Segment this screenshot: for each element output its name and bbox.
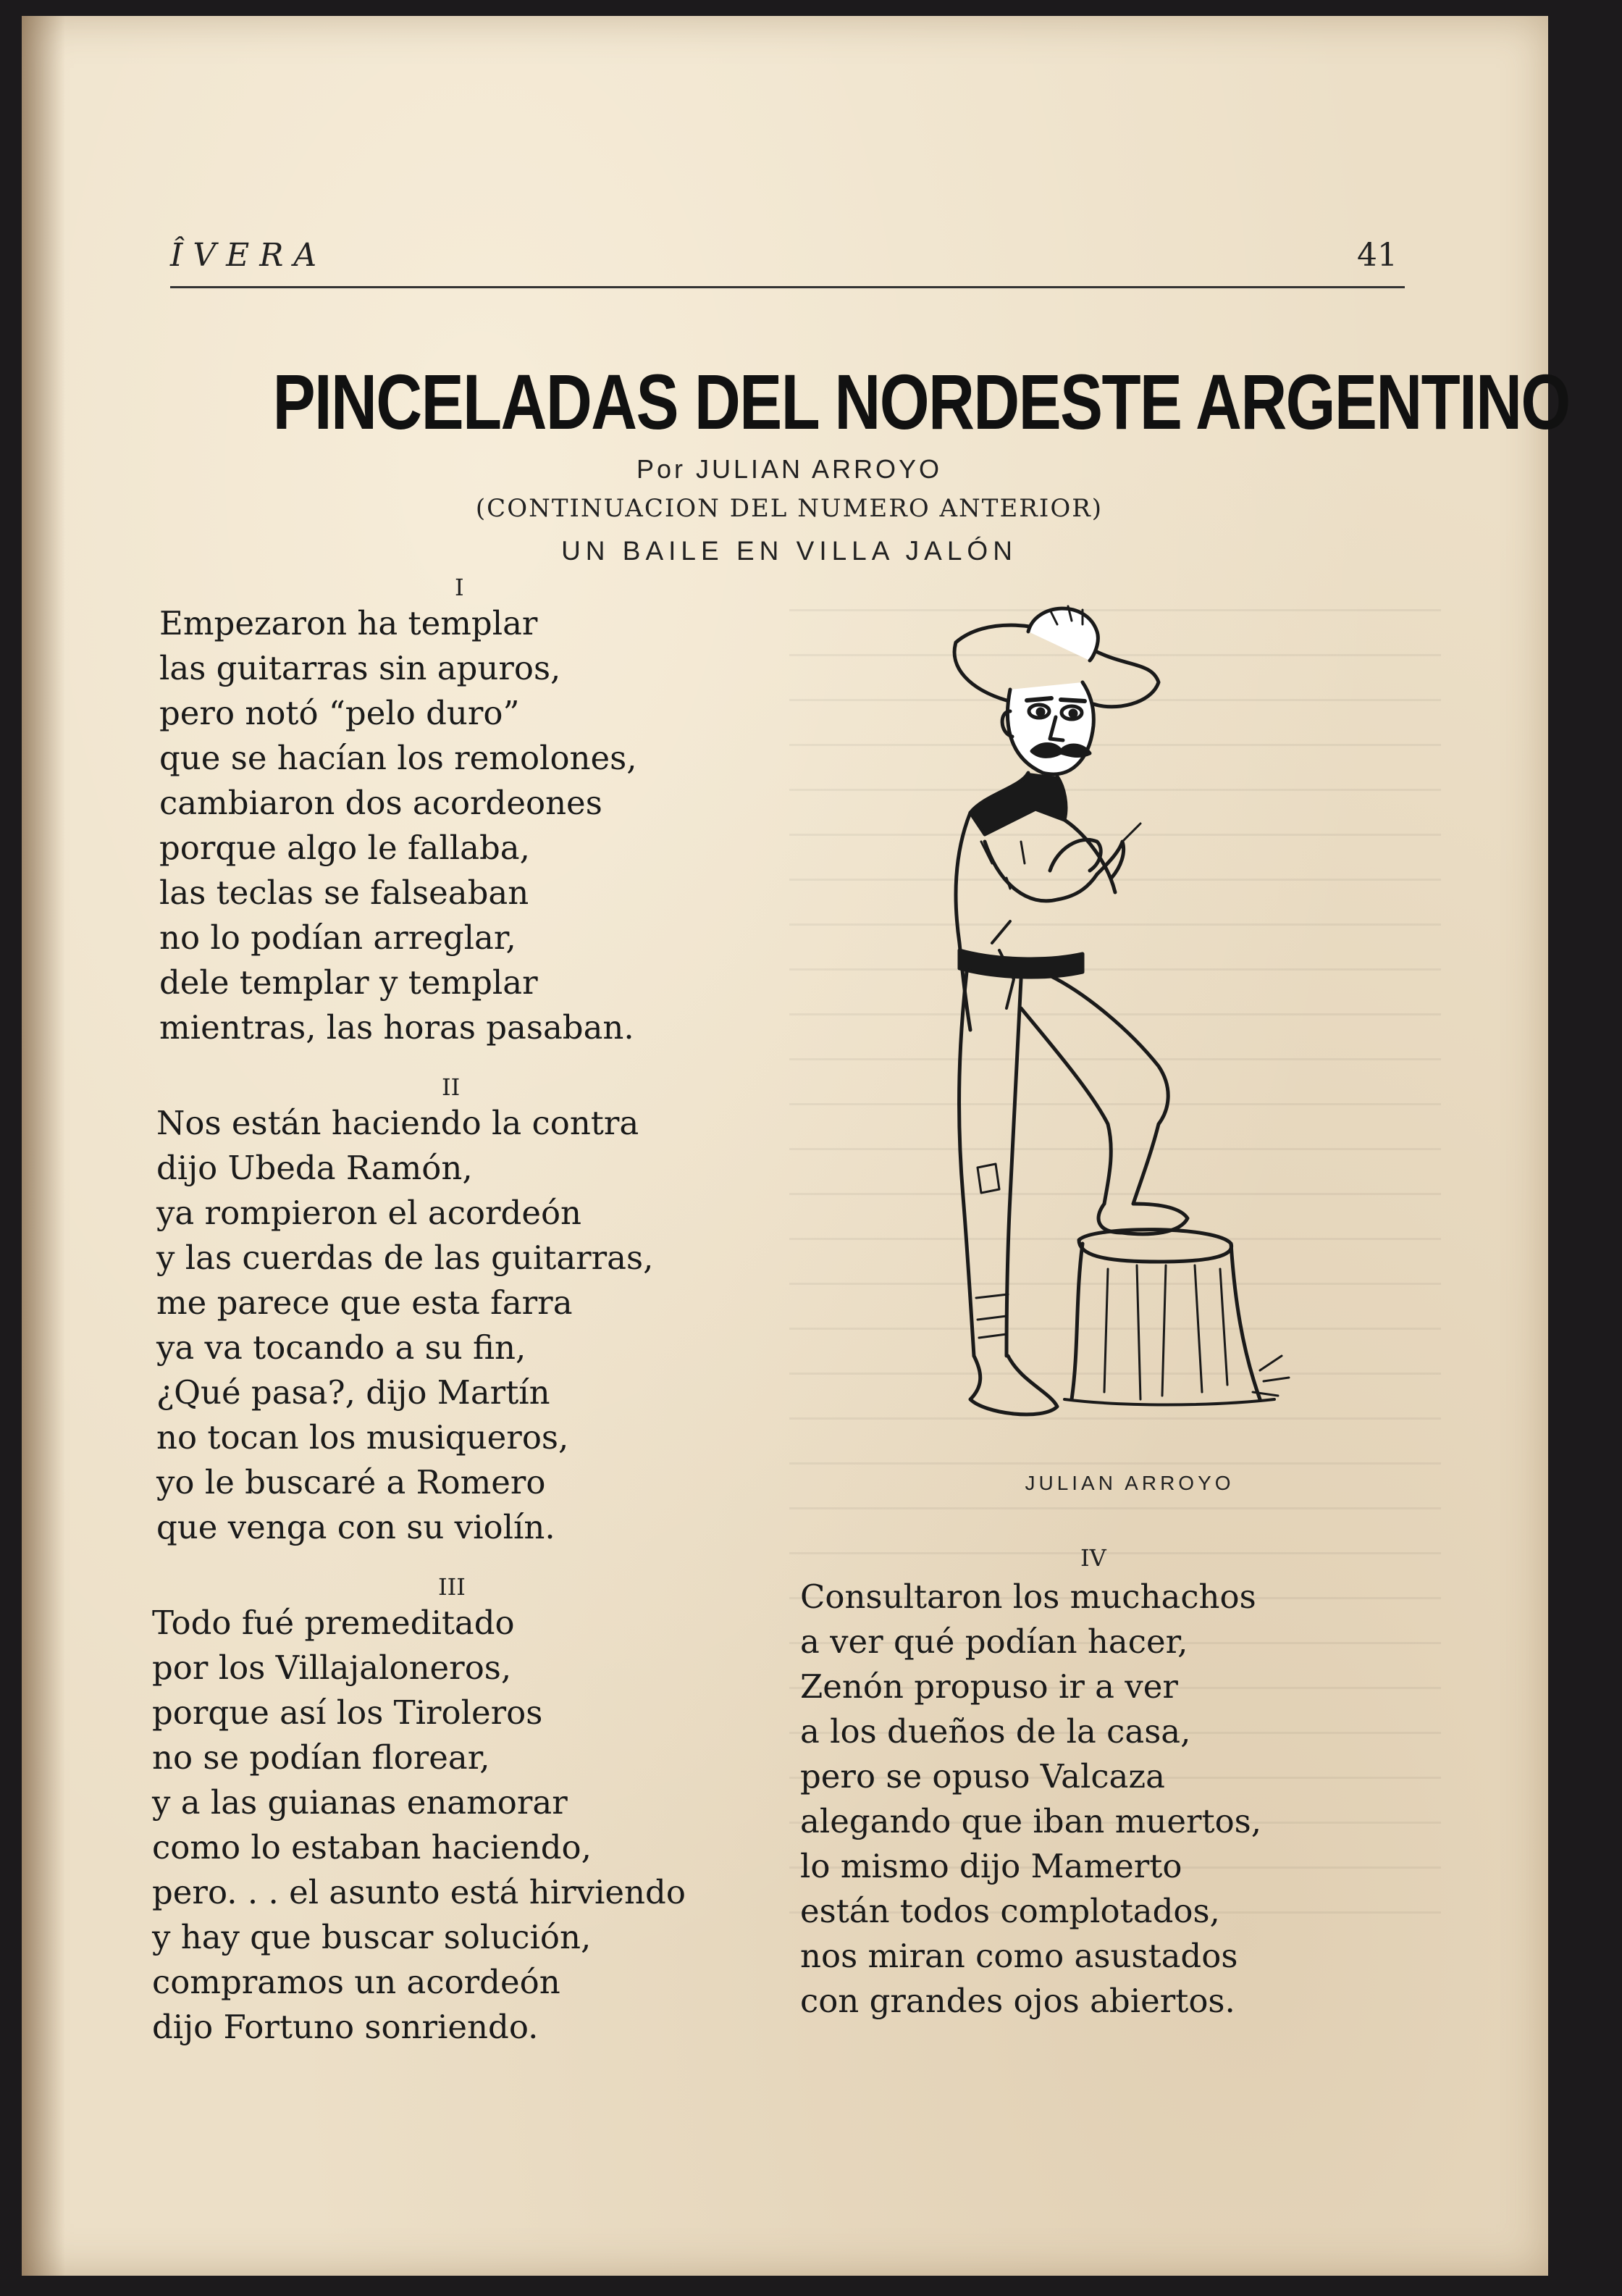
verse-line: ya rompieron el acordeón	[156, 1194, 582, 1232]
verse-line: lo mismo dijo Mamerto	[800, 1847, 1182, 1885]
verse-line: no lo podían arreglar,	[159, 918, 516, 957]
gaucho-illustration	[941, 603, 1318, 1465]
verse-line: porque algo le fallaba,	[159, 829, 530, 867]
page-number: 41	[1357, 237, 1398, 274]
verse-line: ¿Qué pasa?, dijo Martín	[156, 1373, 550, 1412]
stanza-1	[159, 601, 637, 1050]
continuation-note: (CONTINUACION DEL NUMERO ANTERIOR)	[475, 494, 1104, 523]
verse-line: que venga con su violín.	[156, 1508, 555, 1546]
verse-line: Nos están haciendo la contra	[156, 1104, 639, 1142]
verse-line: pero se opuso Valcaza	[800, 1757, 1165, 1796]
article-byline: Por JULIAN ARROYO	[636, 454, 943, 484]
verse-line: dijo Ubeda Ramón,	[156, 1149, 473, 1187]
verse-line: a ver qué podían hacer,	[800, 1622, 1188, 1661]
header-rule	[170, 286, 1405, 288]
verse-line: y las cuerdas de las guitarras,	[156, 1239, 654, 1277]
verse-line: yo le buscaré a Romero	[156, 1463, 546, 1501]
verse-line: están todos complotados,	[800, 1892, 1220, 1930]
verse-line: por los Villajaloneros,	[152, 1648, 512, 1687]
verse-line: y a las guianas enamorar	[152, 1783, 568, 1822]
verse-line: las teclas se falseaban	[159, 873, 529, 912]
stanza-numeral: III	[438, 1573, 466, 1601]
verse-line: que se hacían los remolones,	[159, 739, 637, 777]
verse-line: pero notó “pelo duro”	[159, 694, 520, 732]
article-title: PINCELADAS DEL NORDESTE ARGENTINO	[272, 358, 1570, 445]
magazine-page	[22, 16, 1570, 2276]
verse-line: nos miran como asustados	[800, 1937, 1238, 1975]
illustration-caption: JULIAN ARROYO	[1025, 1472, 1235, 1494]
verse-line: pero. . . el asunto está hirviendo	[152, 1873, 686, 1911]
verse-line: ya va tocando a su fin,	[156, 1328, 526, 1367]
verse-line: alegando que iban muertos,	[800, 1802, 1262, 1840]
verse-line: compramos un acordeón	[152, 1963, 560, 2001]
poem-subtitle: UN BAILE EN VILLA JALÓN	[561, 536, 1017, 566]
verse-line: me parece que esta farra	[156, 1283, 573, 1322]
stanza-numeral: I	[455, 574, 464, 601]
verse-line: porque así los Tiroleros	[152, 1693, 543, 1732]
verse-line: con grandes ojos abiertos.	[800, 1982, 1235, 2020]
stanza-4	[800, 1575, 1261, 2024]
stanza-3	[152, 1601, 686, 2050]
verse-line: y hay que buscar solución,	[152, 1918, 592, 1956]
verse-line: Zenón propuso ir a ver	[800, 1667, 1178, 1706]
verse-line: mientras, las horas pasaban.	[159, 1008, 634, 1047]
stanza-2	[156, 1101, 653, 1550]
verse-line: como lo estaban haciendo,	[152, 1828, 592, 1866]
stanza-numeral: IV	[1080, 1544, 1106, 1572]
stanza-numeral: II	[442, 1073, 461, 1101]
verse-line: Consultaron los muchachos	[800, 1578, 1256, 1616]
verse-line: no tocan los musiqueros,	[156, 1418, 569, 1457]
verse-line: las guitarras sin apuros,	[159, 649, 561, 687]
journal-name: ÎVERA	[170, 237, 327, 274]
verse-line: dele templar y templar	[159, 963, 538, 1002]
verse-line: no se podían florear,	[152, 1738, 490, 1777]
verse-line: cambiaron dos acordeones	[159, 784, 602, 822]
verse-line: Todo fué premeditado	[152, 1604, 515, 1642]
verse-line: a los dueños de la casa,	[800, 1712, 1191, 1751]
verse-line: dijo Fortuno sonriendo.	[152, 2008, 539, 2046]
verse-line: Empezaron ha templar	[159, 604, 538, 642]
page-binding-shadow	[22, 16, 65, 2276]
